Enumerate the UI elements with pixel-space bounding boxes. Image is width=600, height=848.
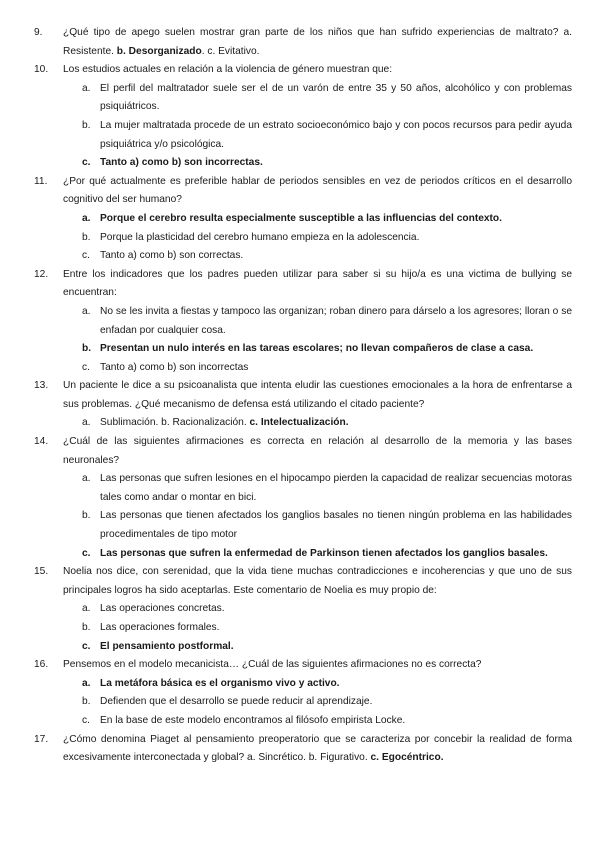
answer-option xyxy=(0,247,600,266)
question xyxy=(0,731,600,768)
question xyxy=(0,173,600,210)
option-letter: a. xyxy=(82,417,91,429)
question-number: 13. xyxy=(34,380,49,392)
question-text-tail: . c. Evitativo. xyxy=(201,45,260,57)
answer-option xyxy=(0,507,600,544)
option-letter: b. xyxy=(82,231,91,243)
question-text: ¿Por qué actualmente es preferible hablar de periodos sensibles en vez de periodos críticos en el desarrollo cognitivo del ser humano? xyxy=(63,175,572,206)
option-letter: b. xyxy=(82,119,91,131)
correct-answer: c. Egocéntrico. xyxy=(370,752,444,764)
option-text: Las operaciones concretas. xyxy=(100,603,225,615)
question-number: 16. xyxy=(34,659,49,671)
option-letter: a. xyxy=(82,603,91,615)
option-text: La metáfora básica es el organismo vivo y activo. xyxy=(100,677,340,689)
option-text: El perfil del maltratador suele ser el de un varón de entre 35 y 50 años, alcohólico y con problemas psiquiátricos. xyxy=(100,82,572,113)
correct-option xyxy=(0,340,600,359)
question-number: 10. xyxy=(34,64,49,76)
option-letter: b. xyxy=(82,696,91,708)
answer-option xyxy=(0,359,600,378)
question xyxy=(0,656,600,675)
correct-option xyxy=(0,154,600,173)
correct-option xyxy=(0,545,600,564)
question xyxy=(0,563,600,600)
correct-option xyxy=(0,675,600,694)
question-text: ¿Cómo denomina Piaget al pensamiento preoperatorio que se caracteriza por concebir la realidad de forma excesivamente interconectada y global? a. Sincrético. b. Figurativo. xyxy=(63,733,572,764)
question xyxy=(0,266,600,303)
option-text: Tanto a) como b) son incorrectas xyxy=(100,361,249,373)
question-list xyxy=(0,24,600,768)
question-text: Entre los indicadores que los padres pueden utilizar para saber si su hijo/a es una victima de bullying se encuentran: xyxy=(63,268,572,299)
correct-option xyxy=(0,638,600,657)
question xyxy=(0,377,600,414)
answer-option xyxy=(0,619,600,638)
question-text: Pensemos en el modelo mecanicista… ¿Cuál de las siguientes afirmaciones no es correcta? xyxy=(63,659,482,671)
option-letter: a. xyxy=(82,82,91,94)
option-text: El pensamiento postformal. xyxy=(100,640,234,652)
answer-option-line xyxy=(0,414,600,433)
question-number: 11. xyxy=(34,175,48,187)
option-letter: a. xyxy=(82,677,91,689)
question-text: Los estudios actuales en relación a la violencia de género muestran que: xyxy=(63,64,393,76)
question xyxy=(0,433,600,470)
question-text: Noelia nos dice, con serenidad, que la vida tiene muchas contradicciones e incoherencias y que uno de sus principales logros ha sido aceptarlas. Este comentario de Noelia es muy propio de: xyxy=(63,566,572,596)
answer-option xyxy=(0,117,600,154)
question-number: 17. xyxy=(34,733,49,745)
correct-answer: c. Intelectualización. xyxy=(249,417,349,429)
question-text: ¿Cuál de las siguientes afirmaciones es correcta en relación al desarrollo de la memoria y las bases neuronales? xyxy=(63,436,572,466)
option-letter: c. xyxy=(82,547,91,559)
option-text: Porque el cerebro resulta especialmente susceptible a las influencias del contexto. xyxy=(100,212,502,224)
option-text: Presentan un nulo interés en las tareas escolares; no llevan compañeros de clase a casa. xyxy=(100,343,534,355)
question-number: 12. xyxy=(34,268,49,280)
answer-option xyxy=(0,229,600,248)
question-number: 9. xyxy=(34,27,43,38)
option-text: Las personas que sufren lesiones en el hipocampo pierden la capacidad de realizar secuencias motoras tales como andar o montar en bici. xyxy=(100,473,572,503)
option-text: Defienden que el desarrollo se puede reducir al aprendizaje. xyxy=(100,696,373,708)
question xyxy=(0,61,600,80)
option-text: Sublimación. b. Racionalización. xyxy=(100,417,250,429)
question-text: Un paciente le dice a su psicoanalista que intenta eludir las cuestiones emocionales a la hora de enfrentarse a sus problemas. ¿Qué mecanismo de defensa está utilizando el citado paciente? xyxy=(63,380,572,410)
option-letter: b. xyxy=(82,510,91,522)
option-text: No se les invita a fiestas y tampoco las organizan; roban dinero para dárselo a los agresores; lloran o se enfadan por cualquier cosa. xyxy=(100,305,572,336)
question-number: 14. xyxy=(34,436,49,448)
option-letter: a. xyxy=(82,212,91,224)
option-text: Tanto a) como b) son incorrectas. xyxy=(100,157,263,169)
option-letter: a. xyxy=(82,473,91,485)
option-text: Las operaciones formales. xyxy=(100,622,220,633)
option-letter: c. xyxy=(82,157,91,169)
option-letter: a. xyxy=(82,305,91,317)
question-number: 15. xyxy=(34,566,49,578)
option-letter: c. xyxy=(82,361,90,373)
correct-answer: b. Desorganizado xyxy=(116,45,202,57)
option-text: Porque la plasticidad del cerebro humano empieza en la adolescencia. xyxy=(100,231,420,243)
option-text: En la base de este modelo encontramos al filósofo empirista Locke. xyxy=(100,714,406,726)
option-letter: c. xyxy=(82,640,91,652)
option-text: Tanto a) como b) son correctas. xyxy=(100,250,244,262)
option-letter: c. xyxy=(82,714,90,726)
answer-option xyxy=(0,80,600,117)
answer-option xyxy=(0,693,600,712)
option-text: La mujer maltratada procede de un estrato socioeconómico bajo y con pocos recursos para pedir ayuda psiquiátrica y/o psicológica. xyxy=(100,119,572,150)
answer-option xyxy=(0,303,600,340)
option-letter: c. xyxy=(82,250,90,262)
correct-option xyxy=(0,210,600,229)
option-text: Las personas que tienen afectados los ganglios basales no tienen ningún problema en las habilidades procedimentales de tipo motor xyxy=(100,510,572,541)
answer-option xyxy=(0,600,600,619)
answer-option xyxy=(0,470,600,507)
option-text: Las personas que sufren la enfermedad de Parkinson tienen afectados los ganglios basales. xyxy=(100,547,548,559)
question xyxy=(0,24,600,61)
answer-option xyxy=(0,712,600,731)
question-text: ¿Qué tipo de apego suelen mostrar gran parte de los niños que han sufrido experiencias de maltrato? a. Resistente. xyxy=(63,27,572,57)
option-letter: b. xyxy=(82,622,91,633)
option-letter: b. xyxy=(82,343,92,355)
